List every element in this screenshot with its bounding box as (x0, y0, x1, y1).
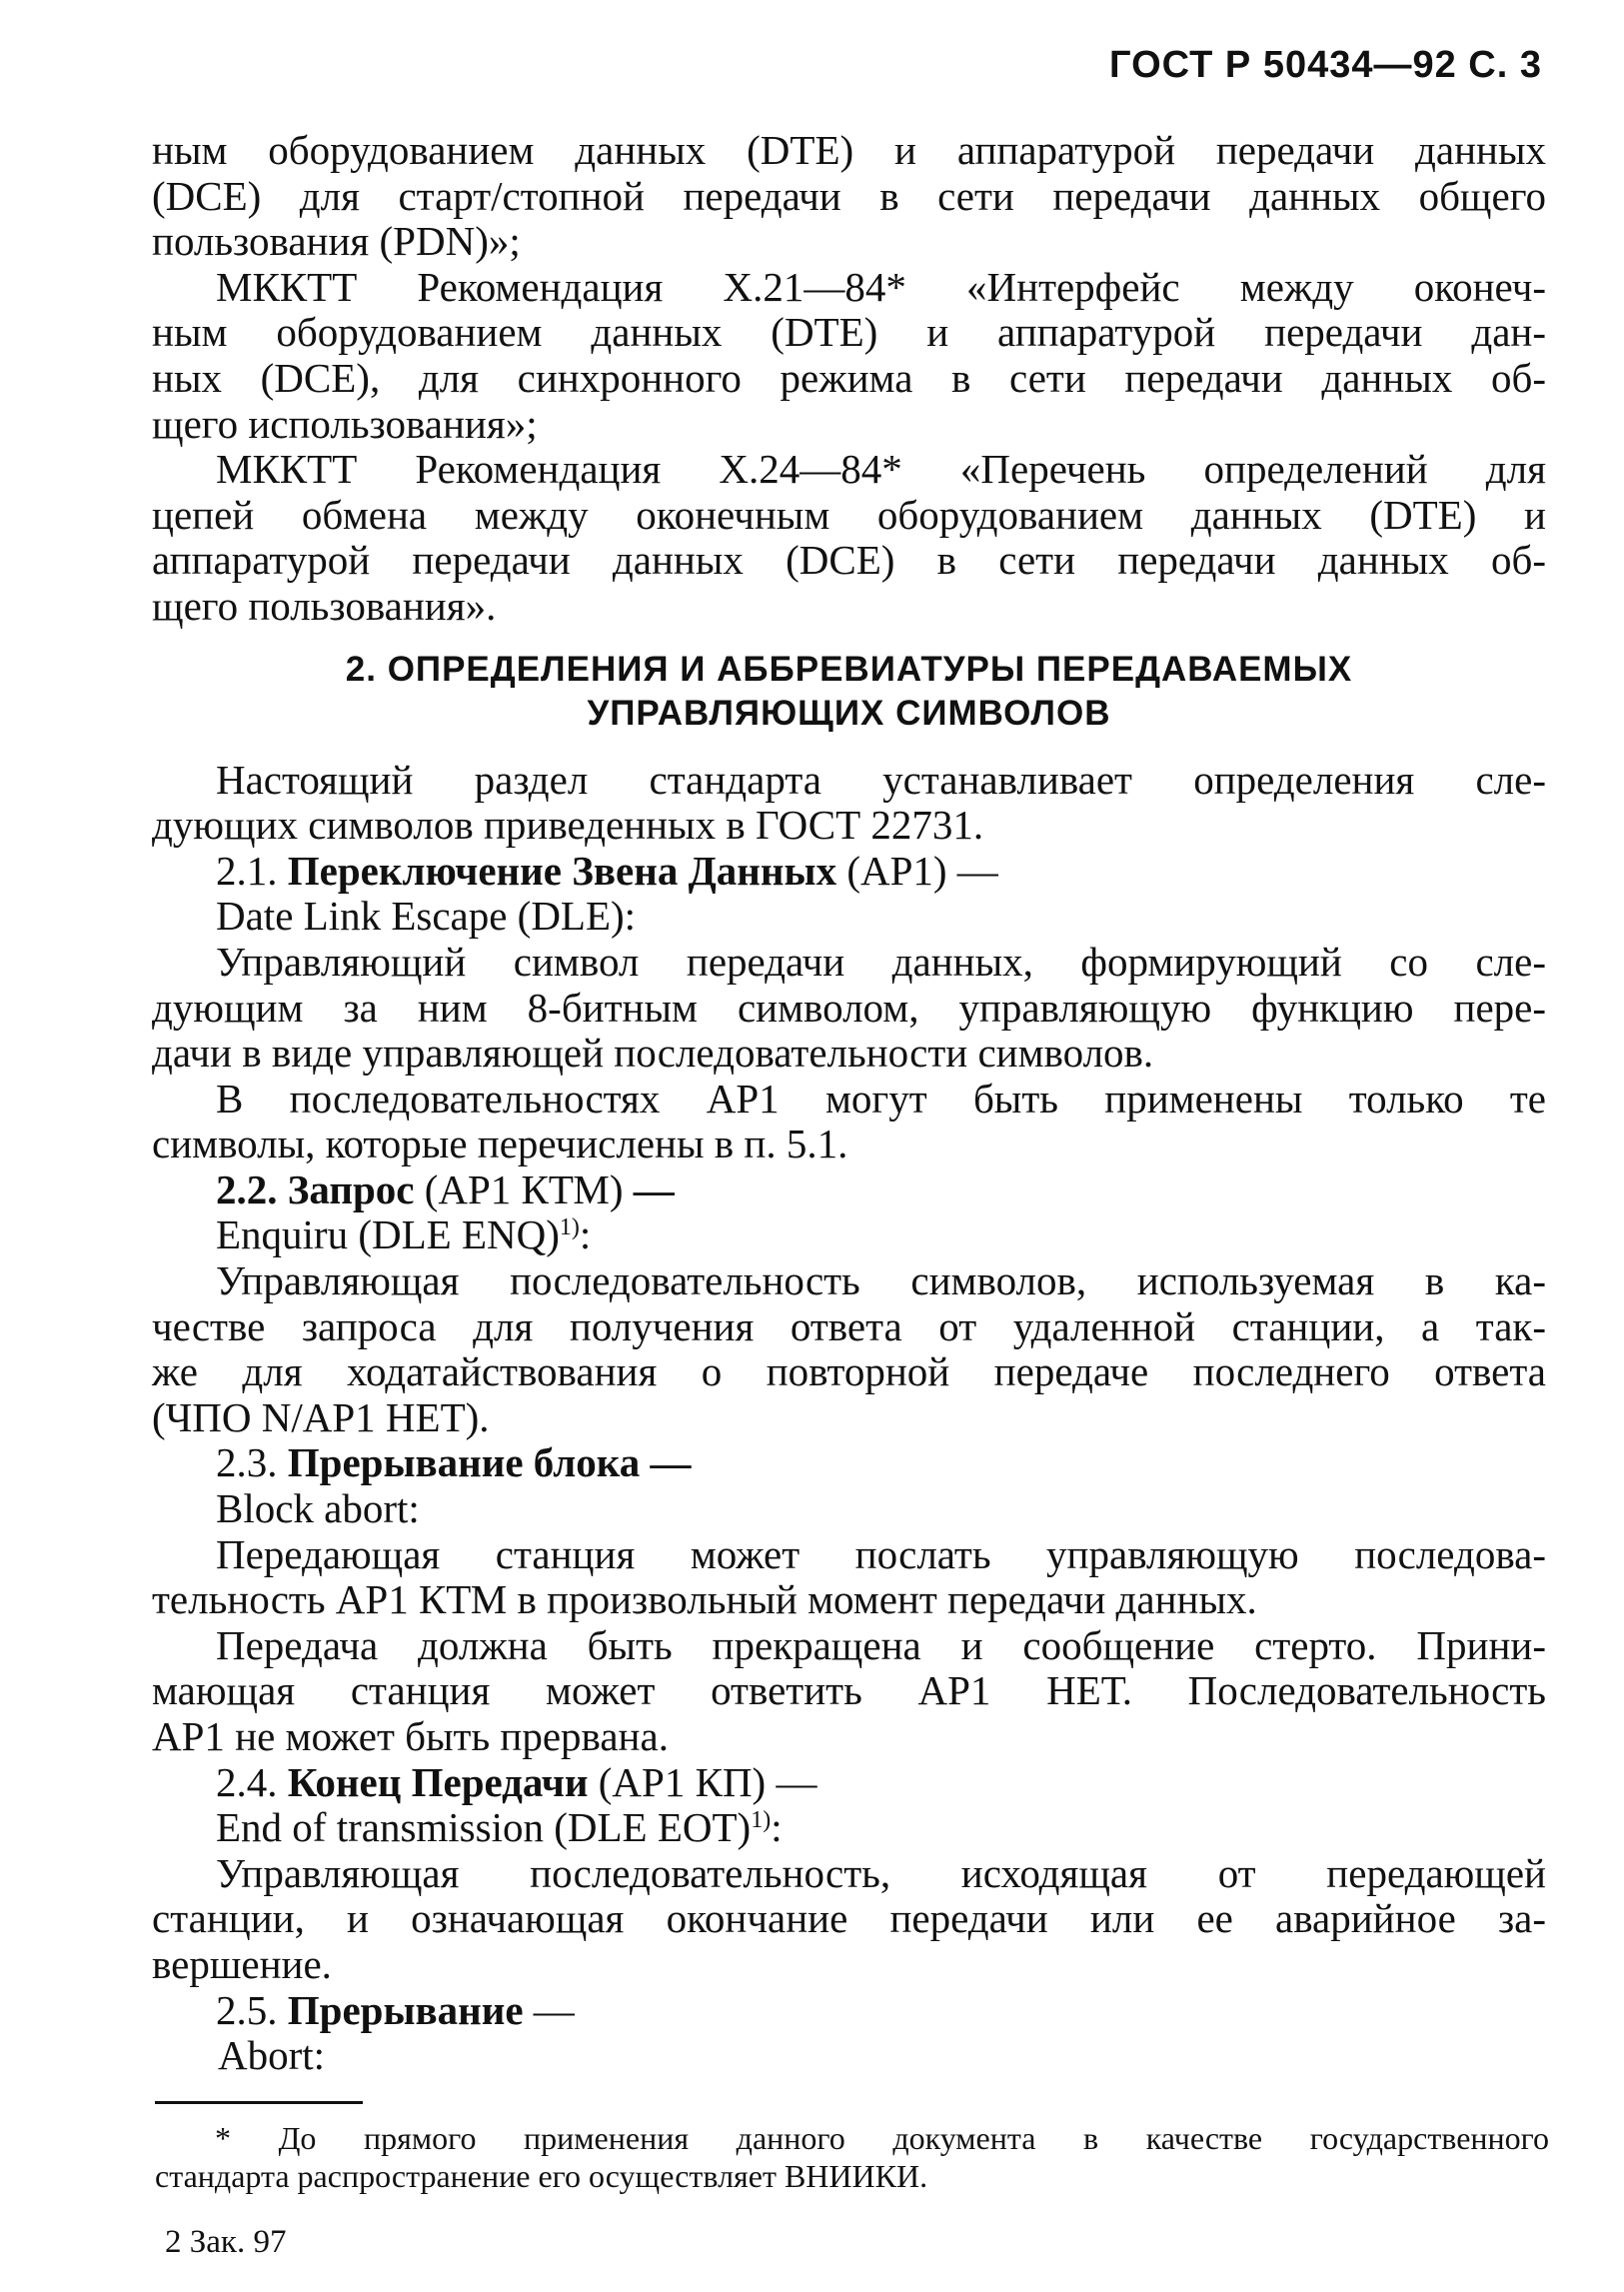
text-line: щего использования»; (152, 400, 538, 447)
text-line: вершение. (152, 1940, 332, 1987)
paragraph-x21 (152, 265, 1546, 447)
text-line: ным оборудованием данных (DTE) и аппаратурой передачи данных (152, 127, 1546, 173)
body-text (152, 128, 1546, 2079)
clause-abbr: (АР1) — (846, 847, 998, 894)
text-line: дующим за ним 8-битным символом, управляющую функцию пере- (152, 984, 1546, 1031)
text-line: Управляющая последовательность символов, используемая в ка- (216, 1257, 1546, 1304)
paragraph-continuation (152, 128, 1546, 265)
text-line: тельность АР1 КТМ в произвольный момент передачи данных. (152, 1576, 1257, 1623)
clause-2-3 (152, 1440, 1546, 1759)
footnote-line: стандарта распространение его осуществляет ВНИИКИ. (155, 2158, 928, 2194)
clause-english: Date Link Escape (DLE): (216, 893, 637, 940)
text-line: честве запроса для получения ответа от удаленной станции, а так- (152, 1302, 1546, 1349)
clause-title (152, 1440, 1546, 1486)
text-line: дующих символов приведенных в ГОСТ 22731. (152, 802, 984, 849)
clause-number: 2.3. (216, 1439, 278, 1486)
clause-english: Abort: (218, 2032, 326, 2079)
section-heading (152, 648, 1546, 736)
text-line: (ЧПО N/АР1 НЕТ). (152, 1393, 490, 1440)
footnote-divider (155, 2101, 363, 2104)
clause-term: Прерывание блока — (287, 1439, 692, 1486)
section-intro (152, 758, 1546, 849)
text-line: МККТТ Рекомендация X.21—84* «Интерфейс между оконеч- (216, 263, 1546, 310)
text-line: Настоящий раздел стандарта устанавливает определения сле- (216, 756, 1546, 803)
clause-term: Запрос (287, 1165, 415, 1212)
text-line: ным оборудованием данных (DTE) и аппаратурой передачи дан- (152, 309, 1546, 356)
text-line: пользования (PDN)»; (152, 218, 521, 265)
text-line: мающая станция может ответить АР1 НЕТ. Последовательность (152, 1667, 1546, 1714)
footnote-ref: 1) (559, 1214, 580, 1241)
clause-2-1 (152, 849, 1546, 1167)
footnote (155, 2119, 1549, 2195)
text-line: станции, и означающая окончание передачи или ее аварийное за- (152, 1895, 1546, 1942)
text-line: ных (DCE), для синхронного режима в сети передачи данных об- (152, 354, 1546, 401)
footnote-line: * До прямого применения данного документа в качестве государственного (215, 2120, 1549, 2156)
clause-number: 2.1. (216, 847, 278, 894)
text-line: символы, которые перечислены в п. 5.1. (152, 1121, 848, 1167)
text-line: АР1 не может быть прервана. (152, 1713, 669, 1759)
clause-term: Конец Передачи (287, 1758, 589, 1805)
clause-title (152, 1167, 1546, 1213)
clause-number: 2.5. (216, 1986, 278, 2033)
text-line: Управляющая последовательность, исходящая от передающей (216, 1849, 1546, 1896)
clause-2-5 (152, 1988, 1546, 2079)
clause-2-2 (152, 1167, 1546, 1441)
clause-number: 2.2. (216, 1165, 278, 1212)
text-line: Передача должна быть прекращена и сообщение стерто. Прини- (216, 1621, 1546, 1668)
clause-dash: — (633, 1165, 675, 1212)
clause-number: 2.4. (216, 1758, 278, 1805)
clause-abbr: (АР1 КТМ) (424, 1165, 624, 1212)
heading-line: УПРАВЛЯЮЩИХ СИМВОЛОВ (587, 693, 1111, 733)
text-line: аппаратурой передачи данных (DCE) в сети передачи данных об- (152, 537, 1546, 584)
text-line: щего пользования». (152, 582, 497, 629)
text-line: МККТТ Рекомендация X.24—84* «Перечень определений для (216, 446, 1546, 493)
clause-dash: — (533, 1986, 575, 2033)
clause-title (152, 1760, 1546, 1806)
text-line: (DCE) для старт/стопной передачи в сети передачи данных общего (152, 172, 1546, 219)
text-line: В последовательностях АР1 могут быть применены только те (216, 1075, 1546, 1122)
page-header: ГОСТ Р 50434—92 С. 3 (1109, 44, 1542, 86)
footnote-ref: 1) (751, 1807, 772, 1834)
clause-title (152, 1988, 1546, 2034)
heading-line: 2. ОПРЕДЕЛЕНИЯ И АББРЕВИАТУРЫ ПЕРЕДАВАЕМЫХ (345, 649, 1353, 689)
english-term: End of transmission (DLE EOT) (216, 1804, 752, 1851)
text-line: Управляющий символ передачи данных, формирующий со сле- (216, 938, 1546, 985)
text-line: Передающая станция может послать управляющую последова- (216, 1530, 1546, 1577)
clause-term: Переключение Звена Данных (287, 847, 837, 894)
clause-term: Прерывание (287, 1986, 524, 2033)
english-term: Enquiru (DLE ENQ) (216, 1211, 560, 1258)
colon: : (771, 1804, 783, 1851)
text-line: же для ходатайствования о повторной передаче последнего ответа (152, 1348, 1546, 1395)
clause-english: Block abort: (216, 1485, 420, 1532)
clause-title (152, 849, 1546, 895)
clause-abbr: (АР1 КП) — (598, 1758, 817, 1805)
paragraph-x24 (152, 447, 1546, 629)
order-mark: 2 Зак. 97 (165, 2224, 287, 2260)
clause-english (152, 1805, 1546, 1851)
clause-english (152, 1212, 1546, 1258)
text-line: дачи в виде управляющей последовательности символов. (152, 1030, 1154, 1077)
clause-2-4 (152, 1760, 1546, 1988)
colon: : (579, 1211, 592, 1258)
text-line: цепей обмена между оконечным оборудованием данных (DTE) и (152, 491, 1546, 538)
